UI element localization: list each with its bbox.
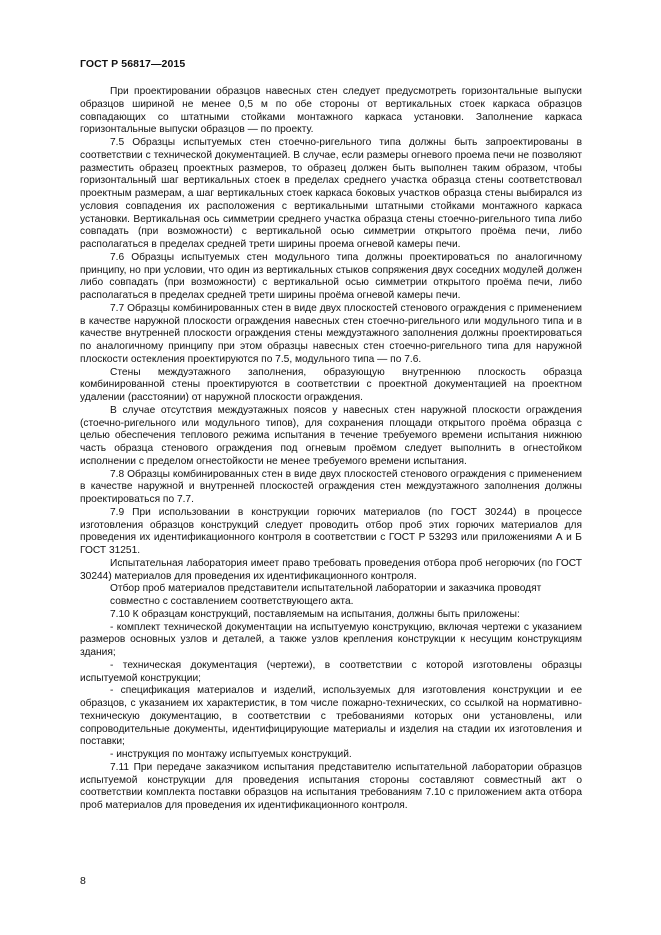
paragraph-7-11: 7.11 При передаче заказчиком испытания представителю испытательной лаборатории образцов испытуемой конструкции для проведения испытания стороны составляют совместный акт о соответствии комплекта поставки образцов на испытания требованиям 7.10 с приложением акта отбора проб материалов для проведения их идентификационного контроля. — [80, 761, 582, 811]
paragraph-intro: При проектировании образцов навесных стен следует предусмотреть горизонтальные выпуски образцов шириной не менее 0,5 м по обе стороны от вертикальных стоек каркаса образцов совпадающих со штатными стойками монтажного каркаса установки. Заполнение каркаса горизонтальные выпуски образцов — по проекту. — [80, 86, 582, 136]
list-item-instruction: - инструкция по монтажу испытуемых конструкций. — [110, 749, 352, 760]
paragraph-7-9: 7.9 При использовании в конструкции горючих материалов (по ГОСТ 30244) в процессе изготовления образцов конструкций следует проводить отбор проб этих горючих материалов для проведения их идентификационного контроля в соответствии с ГОСТ Р 53293 или приложениями А и Б ГОСТ 31251. — [80, 506, 582, 556]
document-body — [80, 86, 582, 813]
paragraph-sampling-line2: совместно с составлением соответствующего акта. — [110, 596, 354, 607]
paragraph-7-7: 7.7 Образцы комбинированных стен в виде двух плоскостей стенового ограждения с применением в качестве наружной плоскости ограждения навесных стен стоечно-ригельного или модульного типа и в качестве внутренней плоскости ограждения стены междуэтажного заполнения должны проектироваться по аналогичному принципу при этом образцы навесных стен стоечно-ригельного типа для наружной плоскости остекления проектируются по 7.5, модульного типа — по 7.6. — [80, 302, 582, 365]
paragraph-7-7-absence: В случае отсутствия междуэтажных поясов у навесных стен наружной плоскости ограждения (стоечно-ригельного или модульного типов), для сохранения площади открытого проёма образца с целью обеспечения теплового режима испытания в течение требуемого времени испытания нижнюю часть образца стенового ограждения под огневым проёмом следует выполнить в огнестойком исполнении с пределом огнестойкости не менее требуемого времени испытания. — [80, 404, 582, 467]
list-item-documentation: - комплект технической документации на испытуемую конструкцию, включая чертежи с указанием размеров основных узлов и деталей, а также узлов крепления конструкции к несущим конструкциям здания; — [80, 621, 582, 658]
paragraph-7-7-walls: Стены междуэтажного заполнения, образующую внутреннюю плоскость образца комбинированной стены проектируются в соответствии с проектной документацией на проектном удалении (расстоянии) от наружной плоскости ограждения. — [80, 366, 582, 403]
paragraph-7-5: 7.5 Образцы испытуемых стен стоечно-ригельного типа должны быть запроектированы в соответствии с технической документацией. В случае, если размеры огневого проема печи не позволяют разместить образец проектных размеров, то образец должен быть выполнен таким образом, чтобы горизонтальный шаг вертикальных стоек в пределах среднего участка образца стены соответствовал проектным размерам, а шаг вертикальных стоек каркаса боковых участков образца стены выбирался из условия совпадения их расположения с вертикальными штатными стойками монтажного каркаса установки. Вертикальная ось симметрии среднего участка образца стены стоечно-ригельного типа либо совпадать (при возможности) с вертикальной осью симметрии открытого проёма печи, либо располагаться в пределах средней трети ширины проема огневой камеры печи. — [80, 137, 582, 250]
page-number: 8 — [80, 875, 86, 887]
paragraph-7-9-lab: Испытательная лаборатория имеет право требовать проведения отбора проб негорючих (по ГОСТ 30244) материалов для проведения их идентификационного контроля. — [80, 557, 582, 582]
paragraph-sampling-line1: Отбор проб материалов представители испытательной лаборатории и заказчика проводят — [110, 583, 542, 595]
document-header: ГОСТ Р 56817—2015 — [80, 58, 186, 70]
paragraph-7-10: 7.10 К образцам конструкций, поставляемым на испытания, должны быть приложены: — [110, 608, 520, 620]
paragraph-7-8: 7.8 Образцы комбинированных стен в виде двух плоскостей стенового ограждения с применением в качестве наружной и внутренней плоскостей ограждения стен междуэтажного заполнения должны проектироваться по 7.7. — [80, 468, 582, 505]
list-item-drawings: - техническая документация (чертежи), в соответствии с которой изготовлены образцы испытуемой конструкции; — [80, 659, 582, 684]
list-item-specification: - спецификация материалов и изделий, используемых для изготовления конструкции и ее образцов, с указанием их характеристик, в том числе пожарно-технических, со ссылкой на нормативно-техническую документацию, в соответствии с требованиями которых они установлены, или сопроводительные документы, идентифицирующие материалы и изделия на стадии их изготовления и поставки; — [80, 685, 582, 748]
paragraph-7-6: 7.6 Образцы испытуемых стен модульного типа должны проектироваться по аналогичному принципу, но при условии, что один из вертикальных стыков сопряжения двух соседних модулей должен либо совпадать (при возможности) с вертикальной осью симметрии открытого проёма печи, либо располагаться в пределах средней трети ширины проёма огневой камеры печи. — [80, 251, 582, 301]
